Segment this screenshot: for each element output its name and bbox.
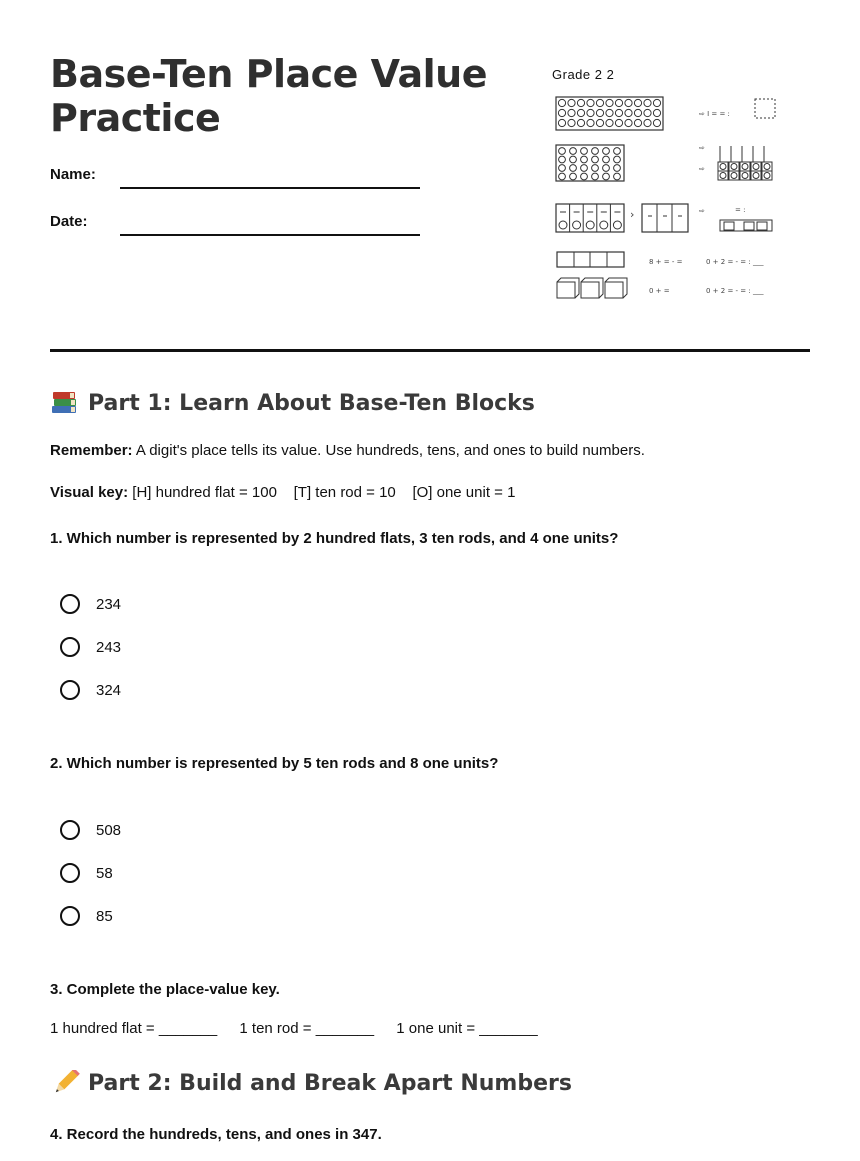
radio-button[interactable] [60,594,80,614]
page-title: Base-Ten Place Value Practice [50,52,487,140]
option-label: 324 [96,681,122,699]
row4-equation-b: 0 + 2 = - = : ___ [706,258,764,266]
question-3-prompt: 3. Complete the place-value key. [50,981,280,998]
part2-title: Part 2: Build and Break Apart Numbers [88,1070,572,1096]
name-field[interactable] [120,187,420,189]
svg-text:⇨: ⇨ [699,165,705,173]
radio-button[interactable] [60,906,80,926]
radio-button[interactable] [60,637,80,657]
question-4-prompt: 4. Record the hundreds, tens, and ones in 347. [50,1126,382,1143]
row4-equation-a: 8 + = - = [649,258,683,266]
question-2-option-1[interactable] [60,820,121,840]
option-label: 58 [96,864,113,882]
option-label: 85 [96,907,113,925]
question-2-prompt: 2. Which number is represented by 5 ten rods and 8 one units? [50,755,499,772]
svg-text:›: › [630,208,635,221]
row5-equation-b: 0 + 2 = - = : ___ [706,287,764,295]
visual-key-paragraph [50,484,515,501]
svg-text:⇨: ⇨ [699,144,705,152]
remember-paragraph [50,442,645,459]
name-label: Name: [50,166,96,183]
hundred-flat-shape [556,97,663,130]
date-label: Date: [50,213,88,230]
divider [50,349,810,352]
radio-button[interactable] [60,863,80,883]
place-value-key [50,1020,556,1037]
row5-equation-a: 0 + = [649,287,670,295]
radio-button[interactable] [60,820,80,840]
question-1-prompt: 1. Which number is represented by 2 hundred flats, 3 ten rods, and 4 one units? [50,530,619,547]
part1-heading [50,390,535,416]
question-2-option-3[interactable] [60,906,113,926]
base-ten-illustration [552,90,792,305]
answer-box-shape [755,99,775,118]
grade-label: Grade 2 2 [552,67,615,82]
visual-key-label: Visual key: [50,484,129,501]
key-item-ten[interactable]: 1 ten rod = _______ [239,1020,375,1037]
row1-equation: ⇨ I = = : [699,110,730,118]
part2-heading [50,1070,572,1096]
radio-button[interactable] [60,680,80,700]
option-label: 508 [96,821,122,839]
visual-key-text: [H] hundred flat = 100 [T] ten rod = 10 [O] one unit = 1 [128,484,516,501]
part1-title: Part 1: Learn About Base-Ten Blocks [88,390,535,416]
question-1-option-3[interactable] [60,680,121,700]
question-1-option-2[interactable] [60,637,121,657]
key-item-one[interactable]: 1 one unit = _______ [396,1020,538,1037]
row3-equation: = : [735,206,746,214]
remember-text: A digit's place tells its value. Use hundreds, tens, and ones to build numbers. [132,442,645,459]
remember-label: Remember: [50,442,133,459]
svg-text:⇨: ⇨ [699,207,705,215]
key-item-hundred[interactable]: 1 hundred flat = _______ [50,1020,218,1037]
question-1-option-1[interactable] [60,594,121,614]
option-label: 234 [96,595,122,613]
pencil-icon [50,1070,80,1096]
question-2-option-2[interactable] [60,863,113,883]
books-icon [50,390,80,416]
date-field[interactable] [120,234,420,236]
option-label: 243 [96,638,122,656]
